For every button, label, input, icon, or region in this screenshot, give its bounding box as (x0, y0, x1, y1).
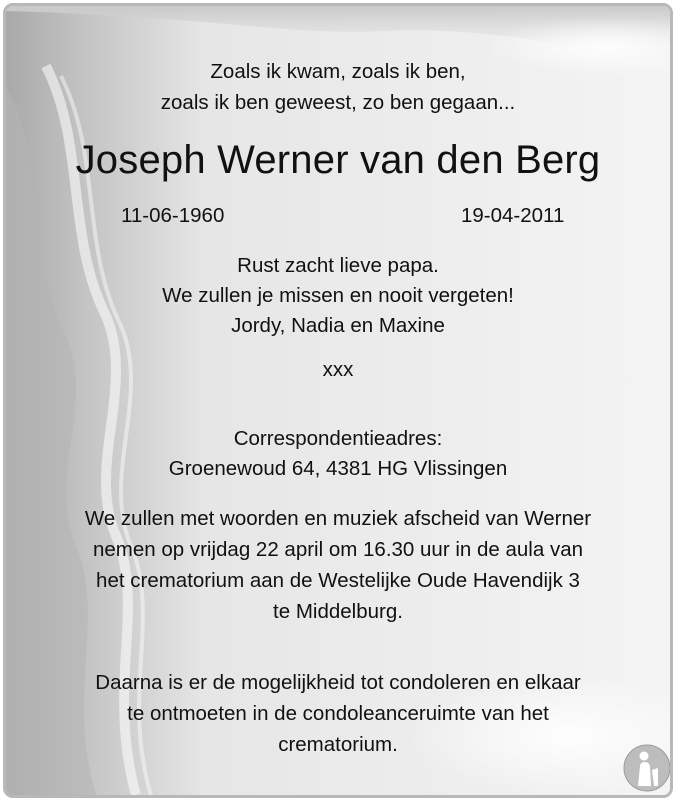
condolence-line: crematorium. (278, 733, 398, 756)
obituary-card (3, 3, 673, 798)
condolence-announcement (6, 667, 670, 760)
family-message (6, 251, 670, 341)
condolence-line: te ontmoeten in de condoleanceruimte van het (127, 702, 549, 725)
deceased-name: Joseph Werner van den Berg (75, 138, 601, 182)
poem-line: Zoals ik kwam, zoals ik ben, (210, 60, 466, 83)
correspondence-address (6, 424, 670, 484)
birth-date: 11-06-1960 (121, 204, 225, 227)
address-value: Groenewoud 64, 4381 HG Vlissingen (168, 457, 508, 480)
message-line: We zullen je missen en nooit vergeten! (162, 284, 514, 307)
message-signature: Jordy, Nadia en Maxine (231, 314, 445, 337)
condolence-line: Daarna is er de mogelijkheid tot condoleren en elkaar (95, 671, 581, 694)
memorial-figure-icon (623, 744, 671, 792)
service-announcement (6, 503, 670, 627)
service-line: te Middelburg. (273, 600, 403, 623)
service-line: We zullen met woorden en muziek afscheid van Werner (84, 507, 592, 530)
death-date: 19-04-2011 (461, 204, 565, 227)
message-line: Rust zacht lieve papa. (237, 254, 439, 277)
poem-line: zoals ik ben geweest, zo ben gegaan... (160, 91, 516, 114)
service-line: het crematorium aan de Westelijke Oude Havendijk 3 (96, 569, 580, 592)
service-line: nemen op vrijdag 22 april om 16.30 uur in de aula van (92, 538, 584, 561)
poem-verse (6, 56, 670, 118)
address-label: Correspondentieadres: (233, 427, 443, 450)
kisses-text: xxx (322, 358, 354, 381)
